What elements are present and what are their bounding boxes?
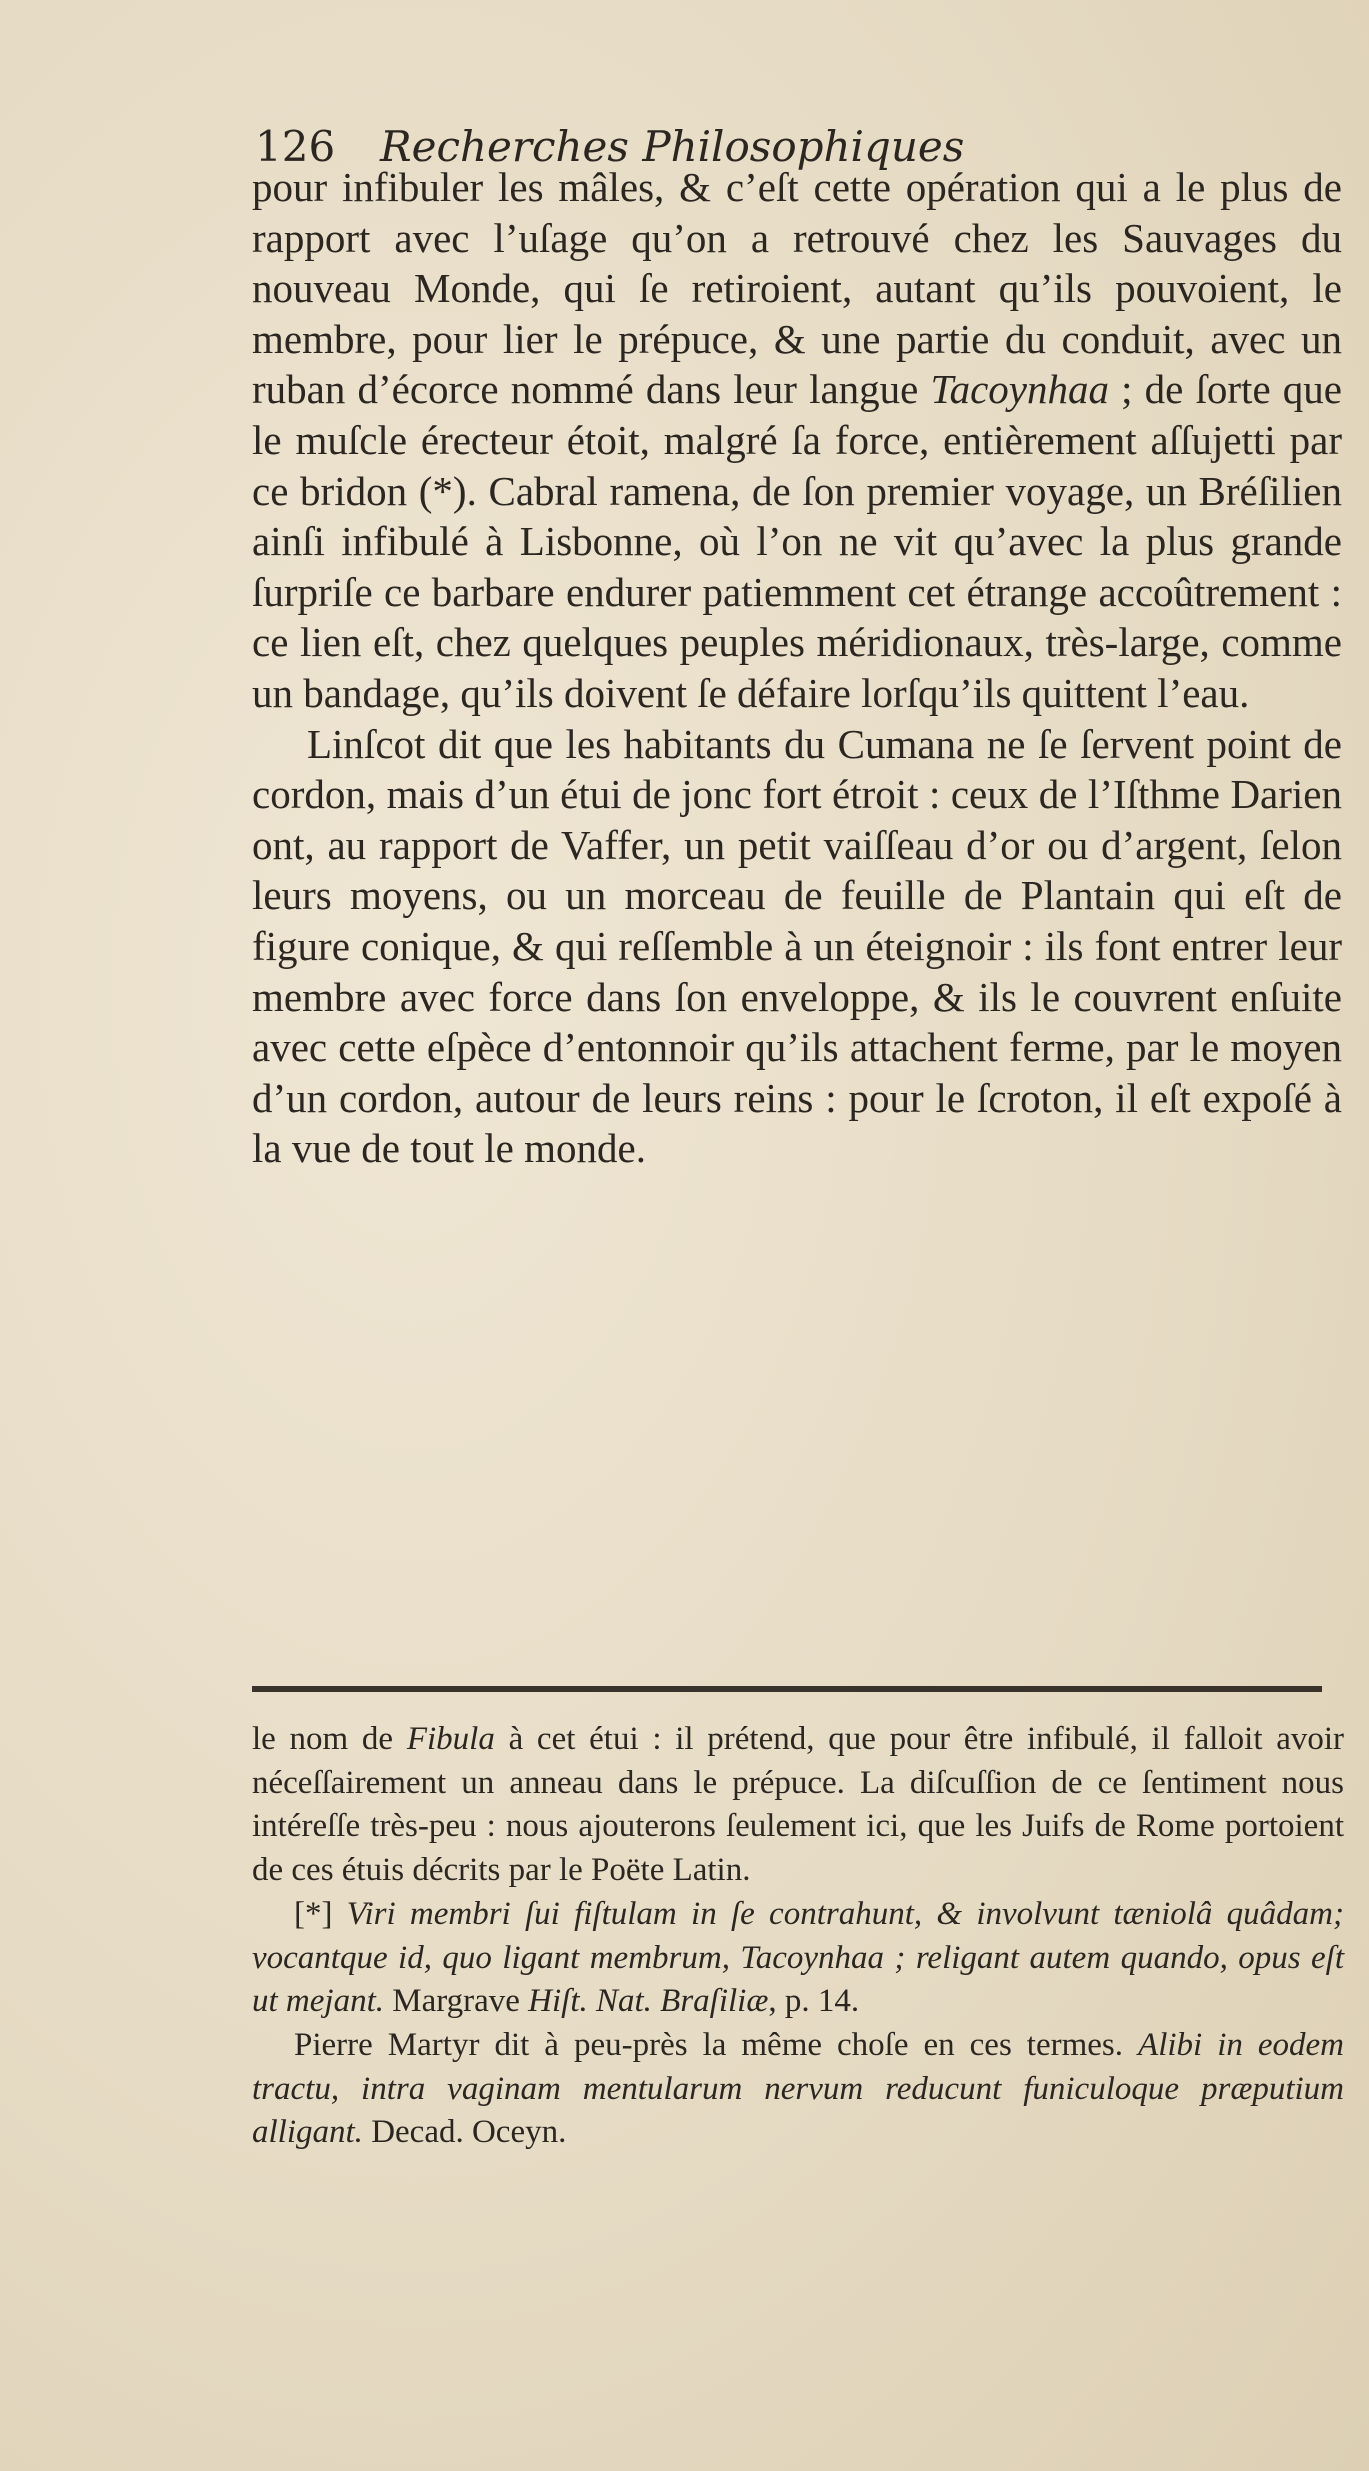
footnote-2-author: Margrave [392,1983,520,2020]
footnote-2-latin: Viri membri ſui fiſtulam in ſe contrahunt, & involvunt tæniolâ quâdam; vocantque id, quo ligant membrum, Tacoynhaa ; religant autem quando, opus eſt ut mejant. [252,1895,1344,2020]
footnote-continuation [252,1718,1344,1893]
paragraph-1 [252,162,1342,719]
footnote-star [252,1893,1344,2024]
footnote-2-reference: Hiſt. Nat. Braſiliæ [528,1983,769,2020]
paragraph-2: Linſcot dit que les habitants du Cumana ne ſe ſervent point de cordon, mais d’un étui de jonc fort étroit : ceux de l’Iſthme Darien ont, au rapport de Vaffer, un petit vaiſſeau d’or ou d’argent, ſelon leurs moyens, ou un morceau de feuille de Plantain qui eſt de figure conique, & qui reſſemble à un éteignoir : ils font entrer leur membre avec force dans ſon enveloppe, & ils le couvrent enſuite avec cette eſpèce d’entonnoir qu’ils attachent ferme, par le moyen d’un cordon, autour de leurs reins : pour le ſcroton, il eſt expoſé à la vue de tout le monde. [252,720,1342,1172]
paragraph-1-rest: ; de ſorte que le muſcle érecteur étoit, malgré ſa force, entièrement aſſujetti par ce bridon (*). Cabral ramena, de ſon premier voyage, un Bréſilien ainſi infibulé à Lisbonne, où l’on ne vit qu’avec la plus grande ſurpriſe ce barbare endurer patiemment cet étrange accoûtrement : ce lien eſt, chez quelques peuples méridionaux, très-large, comme un bandage, qu’ils doivent ſe défaire lorſqu’ils quittent l’eau. [252,366,1342,716]
footnote-3-a: Pierre Martyr dit à peu-près la même choſe en ces termes. [294,2026,1124,2063]
paragraph-1-text: pour infibuler les mâles, & c’eſt cette opération qui a le plus de rapport avec l’uſage qu’on a retrouvé chez les Sauvages du nouveau Monde, qui ſe retiroient, autant qu’ils pouvoient, le membre, pour lier le prépuce, & une partie du conduit, avec un ruban d’écorce nommé dans leur langue [252,164,1342,413]
footnote-martyr [252,2024,1344,2155]
footnote-divider [252,1686,1322,1692]
footnote-1-b: à cet étui : il prétend, que pour être infibulé, il falloit avoir néceſſairement un anneau dans le prépuce. La diſcuſſion de ce ſentiment nous intéreſſe très-peu : nous ajouterons ſeulement ici, que les Juifs de Rome portoient de ces étuis décrits par le Poëte Latin. [252,1721,1345,1889]
footnote-3-latin: Alibi in eodem tractu, intra vaginam mentularum nervum reducunt funiculoque præputium alligant. [252,2026,1345,2151]
main-text [252,162,1342,1174]
footnotes [252,1718,1344,2155]
footnote-marker: [*] [294,1895,333,1932]
page-number: 126 [255,122,336,171]
term-tacoynhaa: Tacoynhaa [930,366,1109,413]
footnote-2-page: , p. 14. [768,1983,860,2020]
footnote-1-term: Fibula [406,1721,495,1757]
running-title: Recherches Philosophiques [380,122,965,171]
footnote-1-a: le nom de [252,1721,394,1757]
footnote-3-b: Decad. Oceyn. [371,2114,567,2151]
